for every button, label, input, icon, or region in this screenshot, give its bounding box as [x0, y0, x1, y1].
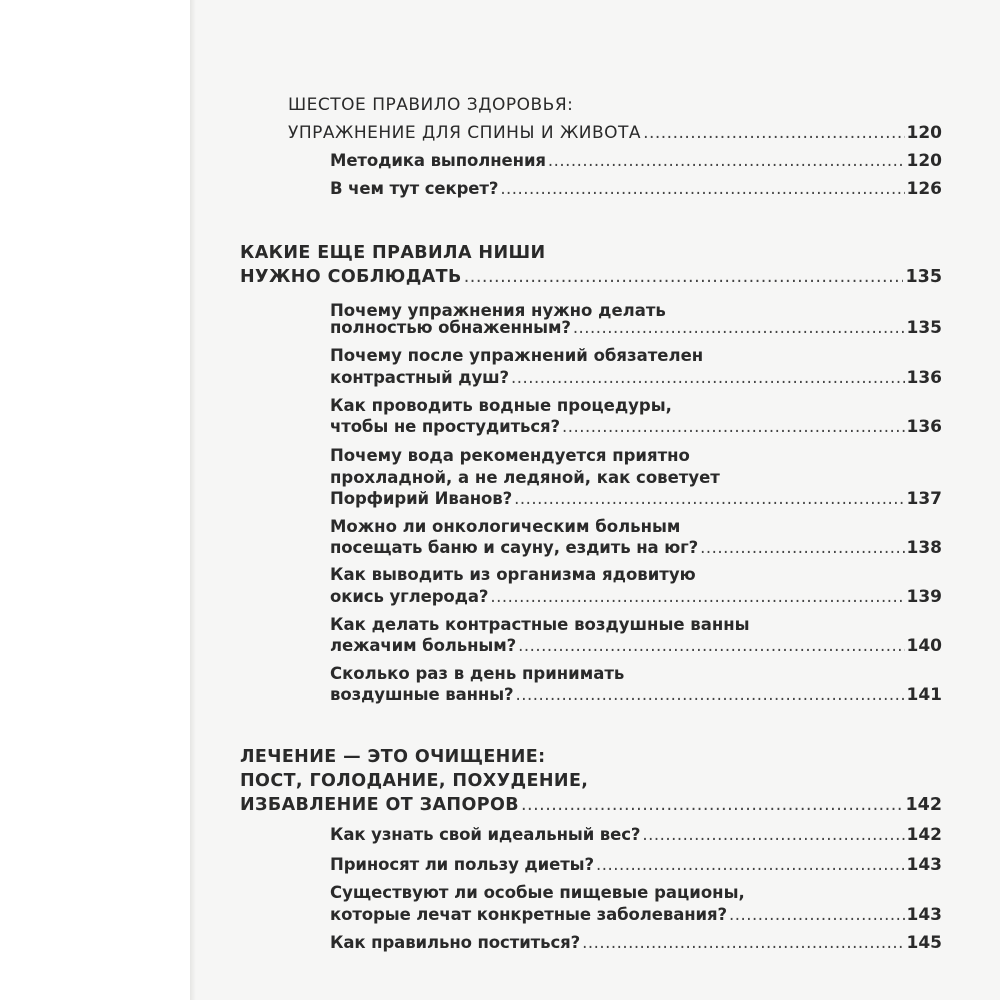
toc-page-number: 139	[906, 587, 942, 607]
toc-entry-line: Как выводить из организма ядовитую	[330, 565, 696, 584]
dot-leader	[596, 852, 905, 878]
toc-entry-line: Можно ли онкологическим больным	[330, 517, 681, 536]
toc-entry-title: ИЗБАВЛЕНИЕ ОТ ЗАПОРОВ	[240, 795, 519, 815]
toc-entry-line: прохладной, а не ледяной, как советует	[330, 468, 720, 487]
toc-entry[interactable]	[330, 633, 942, 659]
toc-entry-title: Как узнать свой идеальный вес?	[330, 825, 641, 844]
toc-page-number: 120	[906, 151, 942, 171]
toc-entry-line: Почему вода рекомендуется приятно	[330, 446, 690, 465]
toc-entry[interactable]	[330, 535, 942, 561]
dot-leader	[643, 120, 904, 146]
book-page	[190, 0, 1000, 1000]
toc-chapter-cleansing[interactable]	[240, 792, 942, 818]
toc-page-number: 126	[906, 179, 942, 199]
toc-entry[interactable]	[330, 148, 942, 174]
toc-entry-line: Как делать контрастные воздушные ванны	[330, 615, 750, 634]
toc-entry-line: Сколько раз в день принимать	[330, 664, 625, 683]
toc-page-number: 120	[906, 123, 942, 143]
toc-entry-line: Почему после упражнений обязателен	[330, 346, 704, 365]
toc-entry-title: В чем тут секрет?	[330, 179, 499, 198]
toc-entry[interactable]	[330, 902, 942, 928]
toc-entry-title: УПРАЖНЕНИЕ ДЛЯ СПИНЫ И ЖИВОТА	[288, 123, 642, 143]
dot-leader	[729, 902, 905, 928]
dot-leader	[642, 822, 904, 848]
toc-entry[interactable]	[330, 852, 942, 878]
toc-page-number: 137	[906, 489, 942, 509]
chapter-heading-line: ЛЕЧЕНИЕ — ЭТО ОЧИЩЕНИЕ:	[240, 747, 546, 767]
toc-chapter-rules[interactable]	[240, 264, 942, 290]
toc-entry-title: НУЖНО СОБЛЮДАТЬ	[240, 267, 462, 287]
toc-entry-title: воздушные ванны?	[330, 685, 514, 704]
toc-entry-sixth-rule[interactable]	[288, 120, 942, 146]
toc-entry[interactable]	[330, 682, 942, 708]
toc-entry-title: Методика выполнения	[330, 151, 546, 170]
toc-entry[interactable]	[330, 584, 942, 610]
toc-page-number: 138	[906, 538, 942, 558]
section-heading-line: ШЕСТОЕ ПРАВИЛО ЗДОРОВЬЯ:	[288, 95, 574, 115]
dot-leader	[464, 264, 904, 290]
toc-entry-line: Существуют ли особые пищевые рационы,	[330, 883, 745, 902]
toc-entry[interactable]	[330, 930, 942, 956]
toc-page-number: 135	[906, 318, 942, 338]
dot-leader	[511, 365, 905, 391]
toc-entry[interactable]	[330, 414, 942, 440]
toc-entry-title: чтобы не простудиться?	[330, 417, 561, 436]
toc-entry-title: Как правильно поститься?	[330, 933, 581, 952]
dot-leader	[490, 584, 904, 610]
toc-entry-title: лежачим больным?	[330, 636, 517, 655]
toc-page-number: 145	[906, 933, 942, 953]
toc-page-number: 142	[905, 795, 942, 815]
toc-page-number: 140	[906, 636, 942, 656]
toc-entry-title: Приносят ли пользу диеты?	[330, 855, 594, 874]
toc-entry[interactable]	[330, 365, 942, 391]
toc-entry-title: полностью обнаженным?	[330, 318, 571, 337]
chapter-heading-line: КАКИЕ ЕЩЕ ПРАВИЛА НИШИ	[240, 243, 546, 263]
toc-entry-title: которые лечат конкретные заболевания?	[330, 905, 727, 924]
toc-entry[interactable]	[330, 176, 942, 202]
dot-leader	[582, 930, 904, 956]
dot-leader	[573, 315, 905, 341]
toc-page-number: 136	[906, 368, 942, 388]
dot-leader	[521, 792, 903, 818]
toc-page-number: 143	[906, 855, 942, 875]
dot-leader	[500, 176, 904, 202]
toc-entry-line: Почему упражнения нужно делать	[330, 301, 666, 320]
dot-leader	[700, 535, 904, 561]
toc-page-number: 136	[906, 417, 942, 437]
toc-page-number: 142	[906, 825, 942, 845]
toc-entry-title: Порфирий Иванов?	[330, 489, 513, 508]
dot-leader	[562, 414, 904, 440]
toc-entry[interactable]	[330, 486, 942, 512]
toc-page-number: 143	[906, 905, 942, 925]
toc-entry-title: окись углерода?	[330, 587, 489, 606]
toc-page-number: 135	[905, 267, 942, 287]
toc-entry-line: Как проводить водные процедуры,	[330, 396, 672, 415]
toc-page-number: 141	[906, 685, 942, 705]
dot-leader	[514, 486, 904, 512]
toc-entry-title: контрастный душ?	[330, 368, 509, 387]
toc-entry-title: посещать баню и сауну, ездить на юг?	[330, 538, 699, 557]
dot-leader	[516, 682, 905, 708]
toc-entry[interactable]	[330, 315, 942, 341]
toc-entry[interactable]	[330, 822, 942, 848]
chapter-heading-line: ПОСТ, ГОЛОДАНИЕ, ПОХУДЕНИЕ,	[240, 771, 589, 791]
dot-leader	[518, 633, 904, 659]
dot-leader	[548, 148, 905, 174]
